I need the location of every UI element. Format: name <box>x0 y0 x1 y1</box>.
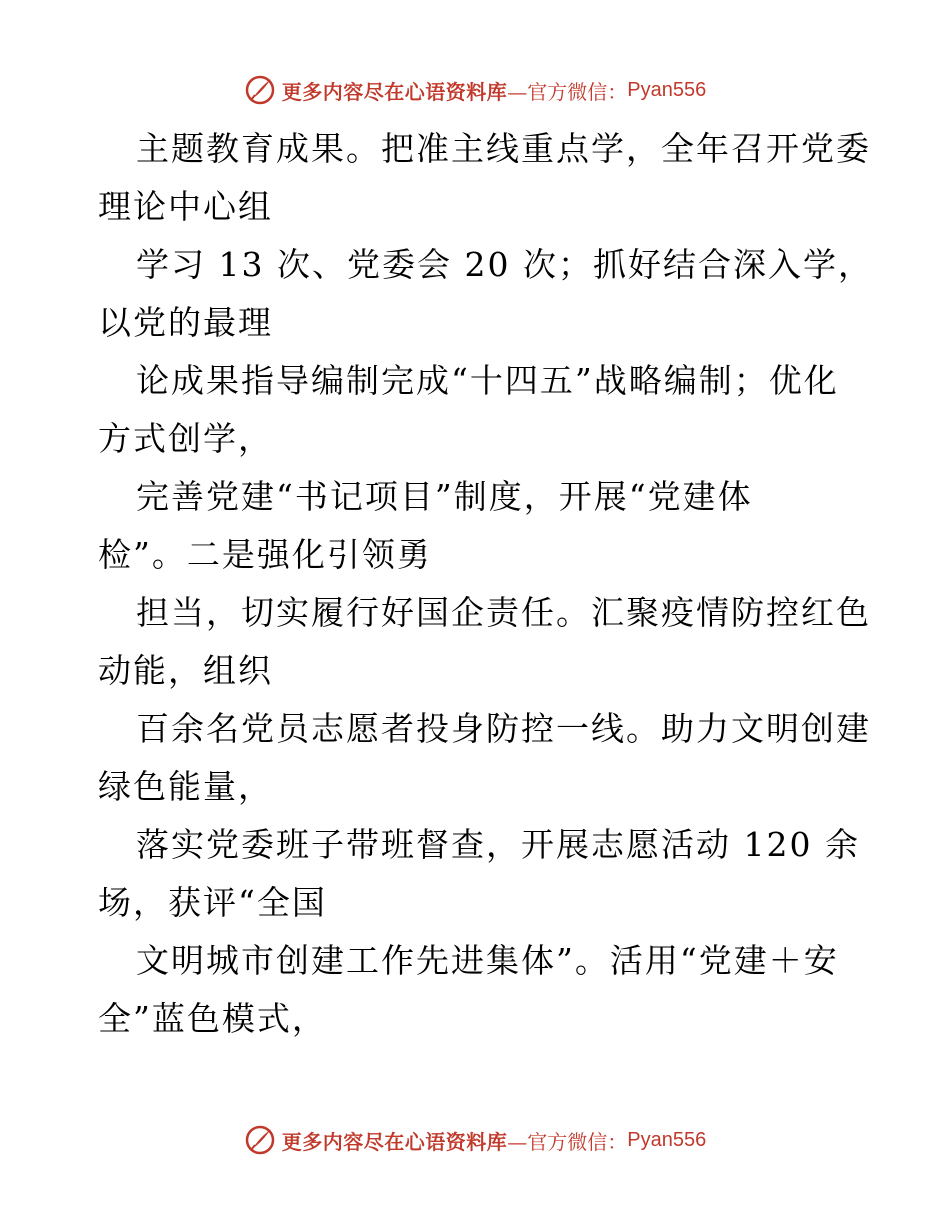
body-line: 文明城市创建工作先进集体”。活用“党建＋安 <box>136 941 839 980</box>
quill-pen-logo-icon <box>244 74 276 106</box>
header-separator: —官方微信： <box>507 79 628 104</box>
body-line: 担当，切实履行好国企责任。汇聚疫情防控红色 <box>136 593 871 632</box>
body-line: 场，获评“全国 <box>98 883 327 922</box>
body-line: 主题教育成果。把准主线重点学，全年召开党委 <box>136 129 871 168</box>
body-line: 百余名党员志愿者投身防控一线。助力文明创建 <box>136 709 871 748</box>
header-banner <box>0 70 950 110</box>
body-line: 学习 13 次、党委会 20 次；抓好结合深入学， <box>136 245 873 284</box>
body-line: 全”蓝色模式， <box>98 999 327 1038</box>
footer-separator: —官方微信： <box>507 1129 628 1154</box>
body-line: 绿色能量， <box>98 767 273 806</box>
body-line: 论成果指导编制完成“十四五”战略编制；优化 <box>136 361 839 400</box>
footer-site-name: 更多内容尽在心语资料库 <box>281 1129 508 1154</box>
body-line: 落实党委班子带班督查，开展志愿活动 120 余 <box>136 825 860 864</box>
header-wechat-id: Pyan556 <box>627 78 707 101</box>
quill-pen-logo-icon <box>244 1124 276 1156</box>
body-line: 方式创学， <box>98 419 273 458</box>
body-line: 以党的最理 <box>98 303 273 342</box>
document-body <box>98 120 878 1048</box>
body-line: 理论中心组 <box>98 187 273 226</box>
footer-banner <box>0 1120 950 1160</box>
footer-wechat-id: Pyan556 <box>627 1128 707 1151</box>
body-line: 动能，组织 <box>98 651 273 690</box>
header-site-name: 更多内容尽在心语资料库 <box>281 79 508 104</box>
body-line: 检”。二是强化引领勇 <box>98 535 432 574</box>
body-line: 完善党建“书记项目”制度，开展“党建体 <box>136 477 753 516</box>
